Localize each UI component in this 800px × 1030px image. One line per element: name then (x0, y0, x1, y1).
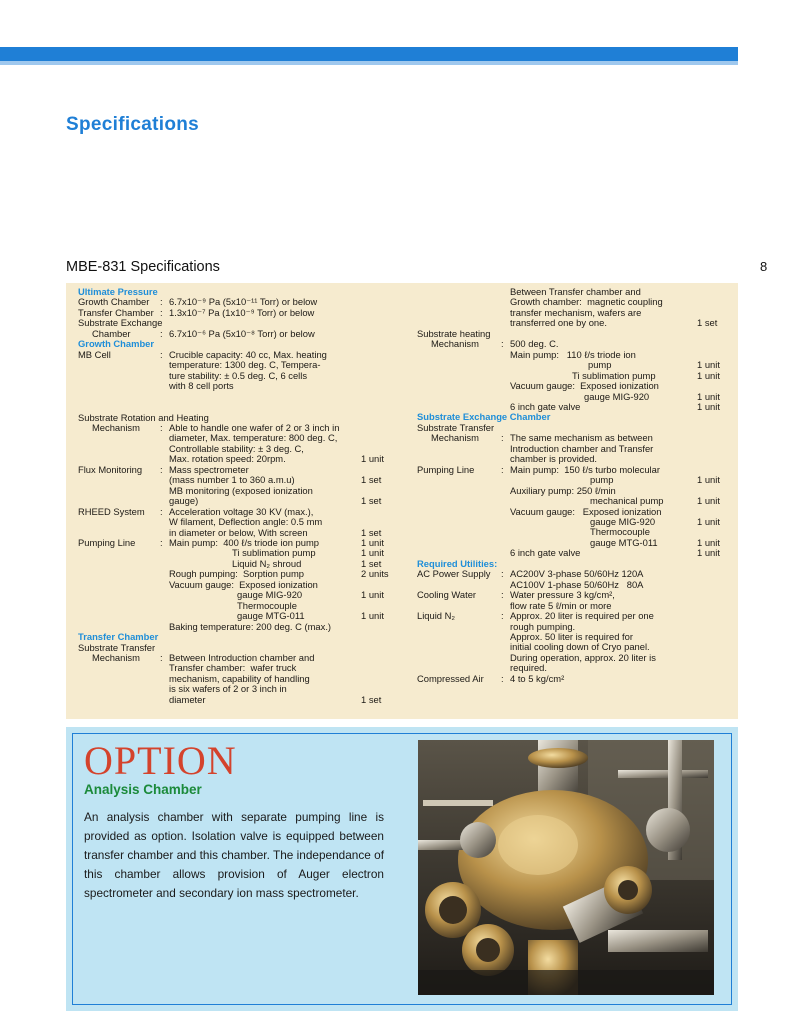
spec-label: Flux Monitoring (78, 463, 143, 475)
spec-value: Vacuum gauge: Exposed ionization (510, 505, 662, 517)
colon: : (501, 568, 504, 580)
spec-value: required. (510, 662, 548, 674)
spec-label: Mechanism (431, 338, 479, 350)
spec-value: 6 inch gate valve (510, 547, 581, 559)
spec-column-right (417, 287, 727, 684)
colon: : (501, 672, 504, 684)
colon: : (501, 338, 504, 350)
spec-label: MB Cell (78, 348, 111, 360)
colon: : (160, 463, 163, 475)
heading-ultimate-pressure: Ultimate Pressure (78, 286, 158, 297)
spec-value: transfer mechanism, wafers are (510, 306, 642, 318)
spec-value: Thermocouple (237, 599, 297, 611)
spec-value: Between Transfer chamber and (510, 286, 641, 297)
spec-label: AC Power Supply (417, 568, 491, 580)
spec-quantity: 1 set (361, 557, 382, 569)
spec-value: temperature: 1300 deg. C, Tempera- (169, 359, 321, 371)
spec-label: Compressed Air (417, 672, 484, 684)
spec-quantity: 1 unit (697, 474, 720, 486)
spec-value: gauge MIG-920 (590, 515, 656, 527)
spec-value: in diameter or below, With screen (169, 526, 308, 538)
spec-quantity: 1 unit (361, 453, 384, 465)
spec-value: Main pump: 110 ℓ/s triode ion (510, 348, 636, 360)
spec-quantity: 1 unit (697, 495, 720, 507)
spec-value: Transfer chamber: wafer truck (169, 662, 297, 674)
spec-value: with 8 cell ports (169, 380, 234, 392)
spec-label: Pumping Line (417, 463, 475, 475)
colon: : (160, 296, 163, 308)
spec-quantity: 1 unit (361, 536, 384, 548)
spec-label: Substrate Exchange (78, 317, 163, 329)
colon: : (501, 610, 504, 622)
spec-value: W filament, Deflection angle: 0.5 mm (169, 516, 323, 528)
spec-value: gauge MTG-011 (237, 610, 305, 622)
spec-quantity: 2 units (361, 568, 389, 580)
spec-value: AC200V 3-phase 50/60Hz 120A (510, 568, 644, 580)
colon: : (160, 421, 163, 433)
spec-value: gauge MTG-011 (590, 536, 658, 548)
spec-value: Mass spectrometer (169, 463, 249, 475)
spec-quantity: 1 unit (697, 547, 720, 559)
spec-value: Main pump: 150 ℓ/s turbo molecular (510, 463, 660, 475)
colon: : (160, 651, 163, 663)
spec-value: chamber is provided. (510, 453, 598, 465)
heading-required-utilities: Required Utilities: (417, 557, 498, 569)
spec-value: Acceleration voltage 30 KV (max.), (169, 505, 314, 517)
spec-value: The same mechanism as between (510, 432, 653, 444)
spec-value: ture stability: ± 0.5 deg. C, 6 cells (169, 369, 308, 381)
spec-quantity: 1 set (361, 693, 382, 705)
colon: : (501, 589, 504, 601)
spec-value: Able to handle one wafer of 2 or 3 inch in (169, 421, 340, 433)
spec-value: diameter, Max. temperature: 800 deg. C, (169, 432, 338, 444)
spec-label: Transfer Chamber (78, 306, 154, 318)
spec-value: flow rate 5 ℓ/min or more (510, 599, 612, 611)
colon: : (160, 536, 163, 548)
spec-value: pump (588, 359, 612, 371)
spec-label: Cooling Water (417, 589, 477, 601)
spec-value: is six wafers of 2 or 3 inch in (169, 683, 287, 695)
spec-value: Vacuum gauge: Exposed ionization (510, 380, 659, 392)
spec-quantity: 1 set (697, 317, 718, 329)
colon: : (160, 327, 163, 339)
spec-value: 500 deg. C. (510, 338, 559, 350)
spec-label: Mechanism (92, 421, 140, 433)
spec-row (417, 674, 727, 684)
spec-quantity: 1 unit (361, 547, 384, 559)
spec-value: Ti sublimation pump (232, 547, 316, 559)
section-title: Specifications (66, 114, 200, 135)
spec-value: Auxiliary pump: 250 ℓ/min (510, 484, 616, 496)
spec-quantity: 1 unit (697, 400, 720, 412)
spec-value: Vacuum gauge: Exposed ionization (169, 578, 318, 590)
spec-value: Approx. 50 liter is required for (510, 630, 633, 642)
spec-value: Approx. 20 liter is required per one (510, 610, 654, 622)
spec-quantity: 1 set (361, 474, 382, 486)
spec-quantity: 1 unit (697, 390, 720, 402)
spec-value: 4 to 5 kg/cm² (510, 672, 565, 684)
spec-row (417, 611, 727, 621)
spec-quantity: 1 unit (697, 515, 720, 527)
option-description: An analysis chamber with separate pumping line is provided as option. Isolation valve is equipped between transfer chamber and this chamber. The independance of this chamber allows provision of Auger electron spectrometer and secondary ion mass spectrometer. (84, 810, 384, 900)
spec-value: Rough pumping: Sorption pump (169, 568, 304, 580)
spec-value: initial cooling down of Cryo panel. (510, 641, 650, 653)
top-accent-bar (0, 47, 738, 61)
spec-value: (mass number 1 to 360 a.m.u) (169, 474, 295, 486)
spec-label: Pumping Line (78, 536, 136, 548)
spec-value: Between Introduction chamber and (169, 651, 315, 663)
spec-value: MB monitoring (exposed ionization (169, 484, 313, 496)
spec-quantity: 1 unit (361, 610, 384, 622)
spec-value: 6 inch gate valve (510, 400, 581, 412)
spec-value: Introduction chamber and Transfer (510, 442, 654, 454)
spec-value: 6.7x10⁻⁹ Pa (5x10⁻¹¹ Torr) or below (169, 296, 318, 308)
colon: : (501, 432, 504, 444)
spec-value: 1.3x10⁻⁷ Pa (1x10⁻⁹ Torr) or below (169, 306, 315, 318)
spec-quantity: 1 unit (697, 359, 720, 371)
spec-quantity: 1 set (361, 495, 382, 507)
spec-label: Liquid N₂ (417, 610, 456, 622)
spec-label: Substrate Transfer (417, 421, 495, 433)
option-panel (66, 727, 738, 1011)
page-number: 8 (760, 259, 768, 274)
spec-title: MBE-831 Specifications (66, 259, 220, 275)
spec-value: During operation, approx. 20 liter is (510, 651, 656, 663)
heading-substrate-exchange-chamber: Substrate Exchange Chamber (417, 411, 551, 423)
spec-quantity: 1 unit (697, 369, 720, 381)
spec-panel (66, 283, 738, 719)
spec-value: mechanism, capability of handling (169, 672, 310, 684)
spec-value: Water pressure 3 kg/cm², (510, 589, 615, 601)
spec-value: Liquid N₂ shroud (232, 557, 302, 569)
colon: : (160, 348, 163, 360)
spec-label: Mechanism (431, 432, 479, 444)
spec-value: Main pump: 400 ℓ/s triode ion pump (169, 536, 319, 548)
spec-label: Substrate Rotation and Heating (78, 411, 209, 423)
spec-column-left (78, 287, 393, 705)
spec-label: Mechanism (92, 651, 140, 663)
spec-value: pump (590, 474, 614, 486)
spec-label: Chamber (92, 327, 131, 339)
spec-value: rough pumping. (510, 620, 576, 632)
spec-label: RHEED System (78, 505, 145, 517)
spec-value: Baking temperature: 200 deg. C (max.) (169, 620, 332, 632)
spec-value: AC100V 1-phase 50/60Hz 80A (510, 578, 644, 590)
spec-row (417, 465, 727, 475)
spec-value: Growth chamber: magnetic coupling (510, 296, 663, 308)
spec-value: Controllable stability: ± 3 deg. C, (169, 442, 304, 454)
spec-value: gauge MIG-920 (237, 589, 303, 601)
option-title: OPTION (84, 738, 237, 783)
spec-value: 6.7x10⁻⁶ Pa (5x10⁻⁸ Torr) or below (169, 327, 315, 339)
spec-label: Substrate Transfer (78, 641, 156, 653)
spec-value: Thermocouple (590, 526, 650, 538)
spec-label: Growth Chamber (78, 296, 150, 308)
spec-value: Crucible capacity: 40 cc, Max. heating (169, 348, 327, 360)
mbe-apparatus-photo-icon (418, 740, 714, 995)
top-accent-bar-shade (0, 61, 738, 65)
spec-value: diameter (169, 693, 206, 705)
spec-value: gauge) (169, 495, 199, 507)
colon: : (160, 505, 163, 517)
spec-quantity: 1 unit (697, 536, 720, 548)
spec-label: Substrate heating (417, 327, 491, 339)
colon: : (160, 306, 163, 318)
spec-quantity: 1 unit (361, 589, 384, 601)
spec-value: gauge MIG-920 (584, 390, 650, 402)
heading-transfer-chamber: Transfer Chamber (78, 631, 159, 643)
spec-value: mechanical pump (590, 495, 664, 507)
spec-value: transferred one by one. (510, 317, 607, 329)
option-subtitle: Analysis Chamber (84, 782, 202, 797)
spec-value: Max. rotation speed: 20rpm. (169, 453, 286, 465)
apparatus-illustration (418, 740, 714, 995)
colon: : (501, 463, 504, 475)
spec-quantity: 1 set (361, 526, 382, 538)
spec-value: Ti sublimation pump (572, 369, 656, 381)
heading-growth-chamber: Growth Chamber (78, 338, 155, 350)
